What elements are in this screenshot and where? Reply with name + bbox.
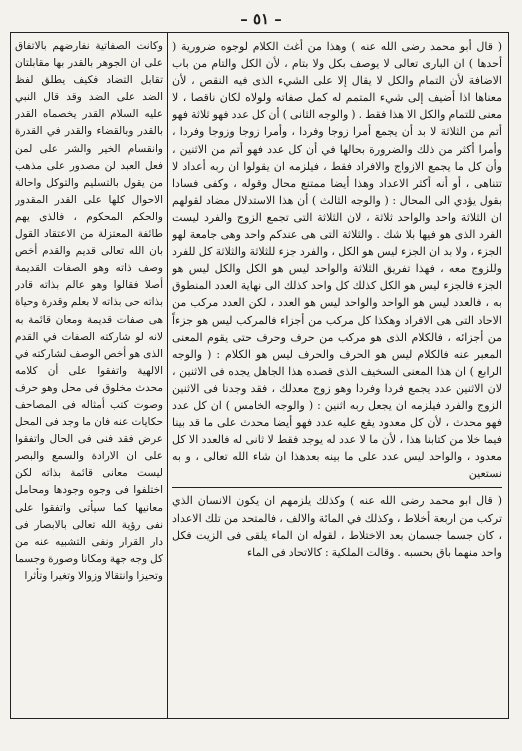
right-column-paragraph-1: ( قال أبو محمد رضى الله عنه ) وهذا من أغث الكلام لوجوه ضرورية ( أحدها ) ان البارى تعالى لا يوصف بكل ولا بتام ، لأن الكل والتام من باب الاضافة لأن التمام والكل لا يقال إلا على الشيء الذى فيه النقص ، لأن معناها اذا أضيف إلى شيء المتمم له كمل صفاته ولولاه لكان ناقصا ، لا معنى للتمام والكل الا هذا فقط . ( والوجه الثانى ) أن كل عدد فهو ثلاثة فهو أتم من الثلاثة لا بد أن يجمع أمرا زوجا وفردا ، وأمرا زوجا وزوجا وفردا ، وأمرا أكثر من ذلك والضرورة بحالها في أن كل عدد فهو أتم من الاثنين ، وأن كل ما يجمع الازواج والافراد فقط ، فيلزمه ان يقولوا ان ربه أعداد لا تتناهى ، أو أنه أكثر الاعداد وهذا أيضا ممتنع محال وقوله ، وكفى فسادا بقول يؤدي الى المحال : ( والوجه الثالث ) أن هذا الاستدلال مضاد لقولهم ان الثلاثة واحد والواحد ثلاثة ، لان الثلاثة التى تجمع الزوج والفرد ليست الفرد الذى هو فيها بلا شك . والثلاثة التى هى عندكم واحد وهى جامعة لهو الجزء ، ولا بد ان الجزء ليس هو الكل ، والفرد جزء للثلاثة والثلاثة كل للفرد وللزوج معه ، فهذا تفريق الثلاثة والواحد ليس هو الكل والكل ليس هو الجزء فالجزء ليس هو الكل كذلك كل واحد كذلك الى نهاية العدد المنطوق به ، فالعدد ليس هو الواحد والواحد ليس هو العدد ، لكن العدد مركب من الاحاد التى هى الافراد وهكذا كل مركب من أجزاء فالمركب ليس هو جزءاً من أجزائه ، فالكلام الذى هو مركب من حرف وحرف حتى يقوم المعنى المعبر عنه فالكلام ليس هو الحرف والحرف ليس هو الكلام : ( والوجه الرابع ) ان هذا المعنى السخيف الذى قصده هذا الجاهل يجده فى الاثنين ، لان الاثنين عدد يجمع فردا وفردا وهو زوج معدلك ، فقد وجدنا فى الاثنين الزوج والفرد فيلزمه ان يجعل ربه اثنين : ( والوجه الخامس ) ان كل عدد فهو محدث ، لأن كل معدود يقع عليه عدد فهو أيضا محدث على ما قد بينا فيما خلا من كتابنا هذا ، لأن ما لا عدد له يوجد فقط لا ثانى له فالعدد الا كل معدود ، والواحد ليس عدد على ما بينه بعدهذا ان شاء الله تعالى ، و به نستعين [172, 40, 502, 481]
page-number: – ٥١ – [240, 10, 282, 28]
right-column [172, 38, 502, 714]
left-column-text: وكانت الصفاتية نفارضهم بالاتفاق على ان الجوهر بالقدر بها مقابلتان تقابل التضاد فكيف يطلق لفظ الضد على الضد وقد قال النبي عليه السلام القدر يخصماه القدر بالقدر وبالقضاء والقدر في القدرة وانقسام الخير والشر على لمن فعل العبد لن مصدور على مذهب من يقول بالتسليم والتوكل واحالة الاحوال كلها على القدر المقدور والحكم المحكوم ، فالذى يهم طائفة المعتزلة من الاعتقاد القول بان الله تعالى قديم والقدم أخص وصف ذاته وهو الصفات القديمة أصلا فقالوا وهو عالم بذاته قادر بذاته حى بذاته لا بعلم وقدرة وحياة هى صفات قديمة ومعان قائمة به لانه لو شاركته الصفات في القدم الذى هو أخص الوصف لشاركته في الالهية واتفقوا على أن كلامه محدث مخلوق فى محل وهو حرف وصوت كتب أمثاله فى المصاحف حكايات عنه فان ما وجد فى المحل عرض فقد فنى فى الحال واتفقوا على ان الارادة والسمع والبصر ليست معانى قائمة بذاته لكن اختلفوا فى وجوه وجودها ومحامل معانيها كما سيأتى واتفقوا على نفى رؤية الله تعالى بالابصار فى دار القرار ونفى التشبيه عنه من كل وجه جهة ومكانا وصورة وجسما وتحيزا وانتقالا وزوالا وتغيرا وتأثرا [15, 40, 163, 582]
section-separator [172, 487, 502, 488]
right-column-paragraph-2: ( قال ابو محمد رضى الله عنه ) وكذلك يلزمهم ان يكون الانسان الذي تركب من اربعة أخلاط ، وكذلك في المائة والالف ، فالمتحد من تلك الاعداد ، كان جسما جسمان بعد الاختلاط ، لقوله ان الماء يلقى فى الزيت فكل واحد منهما باق بحسبه . وقالت الملكية : كالاتحاد فى الماء [172, 494, 502, 559]
left-column [15, 38, 163, 714]
column-divider [167, 32, 168, 719]
